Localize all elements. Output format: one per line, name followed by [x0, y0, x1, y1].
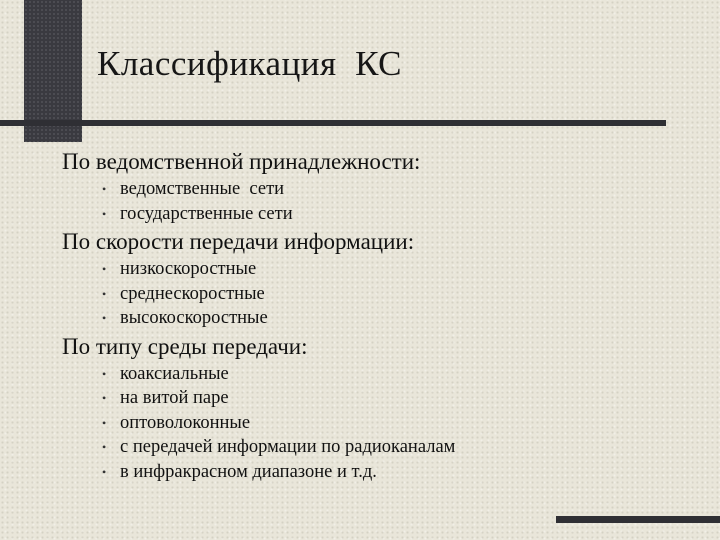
- list-item: [102, 435, 702, 460]
- bullet-list: [62, 177, 702, 226]
- list-item: [102, 177, 702, 202]
- list-item-text: среднескоростные: [120, 283, 265, 304]
- bullet-list: [62, 257, 702, 331]
- list-item: [102, 306, 702, 331]
- list-item: [102, 386, 702, 411]
- bullet-list: [62, 362, 702, 485]
- footer-accent-line: [556, 516, 720, 523]
- slide-title: Классификация КС: [97, 44, 402, 83]
- list-item: [102, 362, 702, 387]
- list-item-text: низкоскоростные: [120, 259, 257, 279]
- list-item-text: с передачей информации по радиоканалам: [120, 437, 456, 457]
- section-heading: По типу среды передачи:: [62, 333, 308, 359]
- list-item-text: высокоскоростные: [120, 308, 268, 328]
- bullet-icon: •: [102, 311, 107, 325]
- section-heading: По ведомственной принадлежности:: [62, 149, 421, 174]
- bullet-icon: •: [102, 206, 107, 221]
- bullet-icon: •: [102, 286, 107, 301]
- bullet-icon: •: [102, 182, 107, 196]
- bullet-icon: •: [102, 440, 107, 454]
- section-medium: [62, 332, 702, 485]
- title-divider-line: [0, 120, 666, 126]
- bullet-icon: •: [102, 262, 107, 276]
- list-item-text: ведомственные сети: [120, 179, 285, 199]
- bullet-icon: •: [102, 366, 107, 381]
- list-item-text: в инфракрасном диапазоне и т.д.: [120, 461, 377, 482]
- list-item-text: коаксиальные: [120, 363, 229, 384]
- bullet-icon: •: [102, 391, 107, 405]
- list-item: [102, 460, 702, 485]
- list-item-text: оптоволоконные: [120, 412, 251, 433]
- section-departmental: [62, 147, 702, 226]
- list-item-text: на витой паре: [120, 388, 229, 408]
- list-item: [102, 202, 702, 227]
- list-item: [102, 257, 702, 282]
- bullet-icon: •: [102, 415, 107, 430]
- section-heading: По скорости передачи информации:: [62, 229, 415, 254]
- bullet-icon: •: [102, 464, 107, 479]
- list-item: [102, 282, 702, 307]
- slide-content: [62, 147, 702, 485]
- list-item: [102, 411, 702, 436]
- section-speed: [62, 227, 702, 331]
- list-item-text: государственные сети: [120, 203, 293, 224]
